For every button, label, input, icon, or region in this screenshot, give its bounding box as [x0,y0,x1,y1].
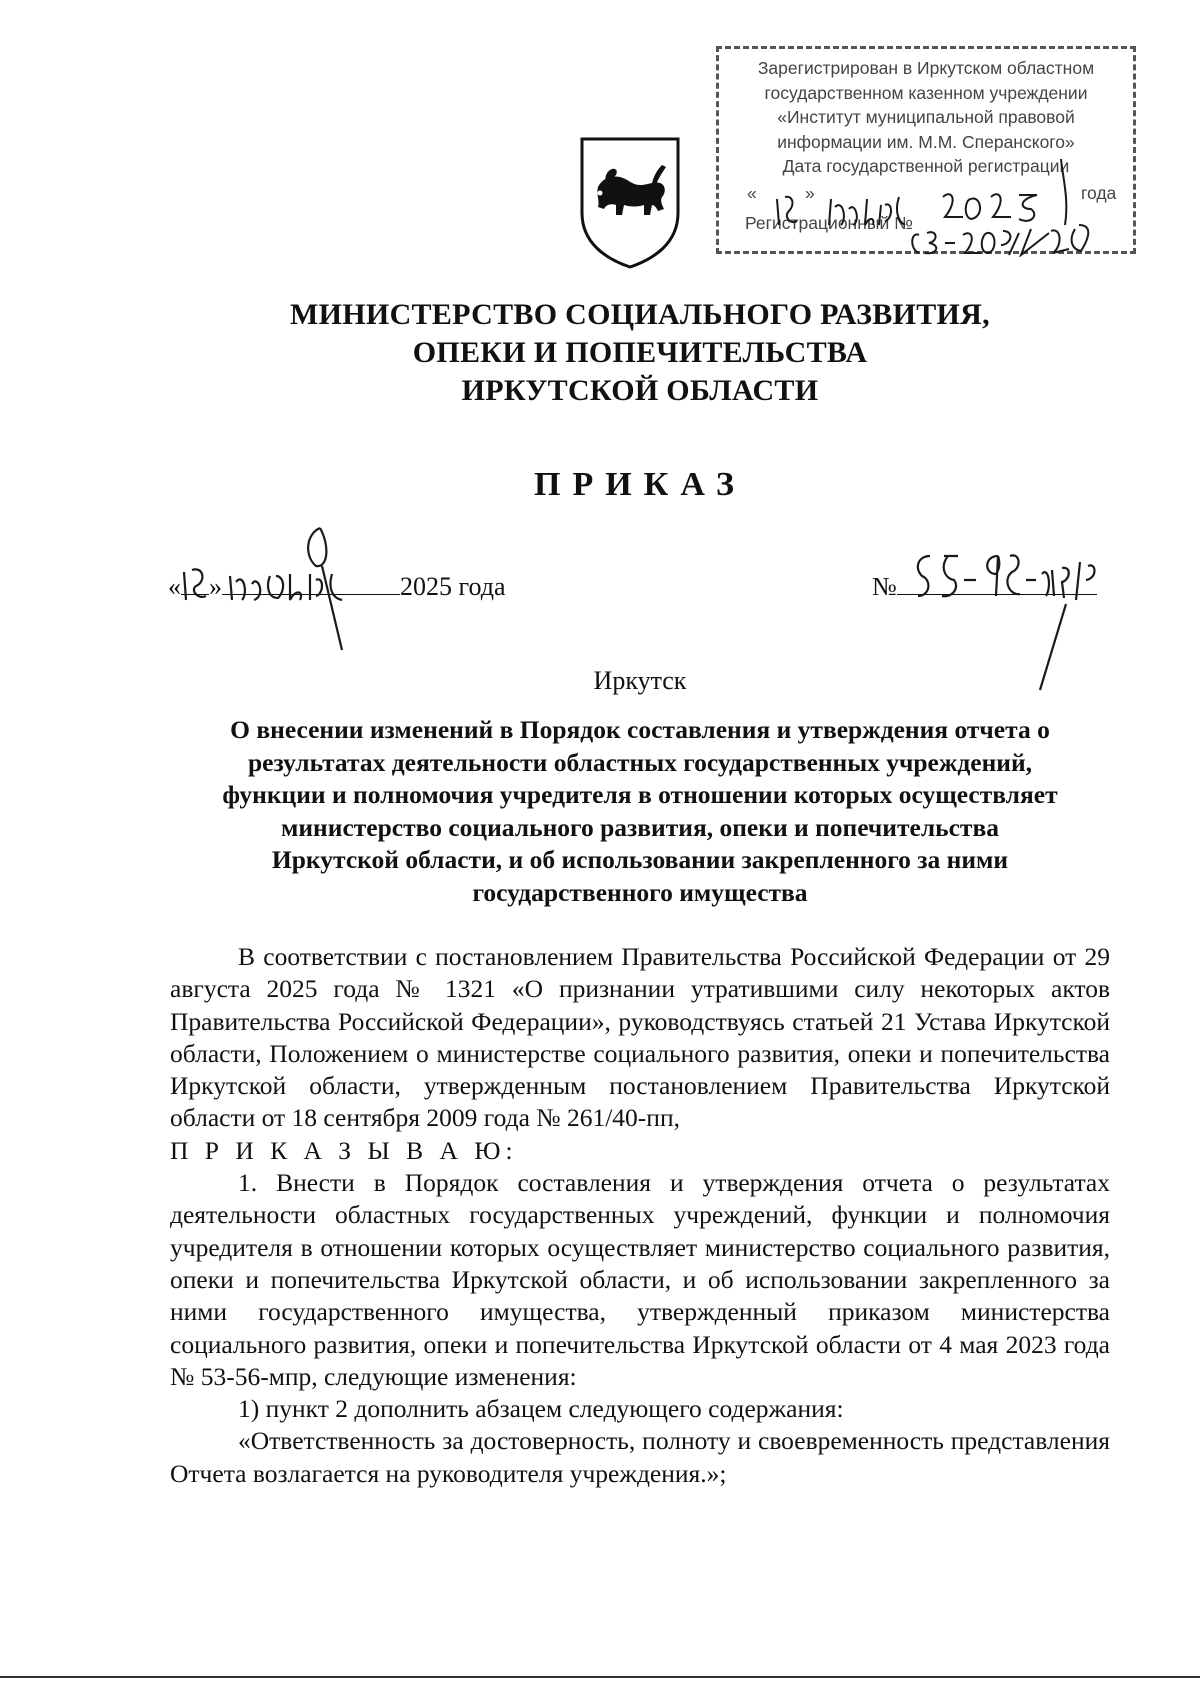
title-line: министерство социального развития, опеки и попечительства [281,812,999,842]
stamp-line-2: государственном казенном учреждении [764,82,1088,103]
preamble-paragraph: В соответствии с постановлением Правительства Российской Федерации от 29 августа 2025 года № 1321 «О признании утратившими силу некоторых актов Правительства Российской Федерации», руководствуясь статьей 21 Устава Иркутской области, Положением о министерстве социального развития, опеки и попечительства Иркутской области, утвержденным постановлением Правительства Иркутской области от 18 сентября 2009 года № 261/40-пп, [170,942,1110,1133]
ministry-heading [160,296,1120,410]
city: Иркутск [593,666,687,695]
ministry-line-1: МИНИСТЕРСТВО СОЦИАЛЬНОГО РАЗВИТИЯ, [290,298,990,331]
order-directive: П Р И К А З Ы В А Ю: [170,1135,518,1165]
stamp-date-row [719,179,1133,209]
stamp-year-suffix: года [1081,182,1117,203]
document-title [168,714,1112,909]
registration-stamp [716,46,1136,254]
ministry-line-2: ОПЕКИ И ПОПЕЧИТЕЛЬСТВА [412,336,868,369]
stamp-line-3: «Институт муниципальной правовой [777,107,1075,127]
title-line: государственного имущества [472,877,808,907]
date-quote-open: « [168,572,181,601]
document-type-heading: ПРИКАЗ [534,466,746,503]
stamp-quote-open: « [747,182,757,203]
subitem-1-paragraph: 1) пункт 2 дополнить абзацем следующего содержания: [238,1394,844,1424]
item-1-paragraph: 1. Внести в Порядок составления и утверждения отчета о результатах деятельности областных государственных учреждений, функции и полномочия учредителя в отношении которых осуществляет министерство социального развития, опеки и попечительства Иркутской области, и об использовании закрепленного за ними государственного имущества, утвержденный приказом министерства социального развития, опеки и попечительства Иркутской области от 4 мая 2023 года № 53-56-мпр, следующие изменения: [170,1168,1110,1391]
page-bottom-rule [0,1676,1200,1678]
number-sign: № [872,572,897,601]
ministry-line-3: ИРКУТСКОЙ ОБЛАСТИ [461,374,819,407]
stamp-line-1: Зарегистрирован в Иркутском областном [757,58,1095,78]
date-quote-close: » [209,572,222,601]
stamp-quote-close: » [805,182,815,203]
title-line: результатах деятельности областных государственных учреждений, [247,747,1033,777]
stamp-line-4: информации им. М.М. Сперанского» [777,131,1075,152]
stamp-line-5: Дата государственной регистрации [782,156,1070,176]
date-year: 2025 года [400,572,506,601]
order-number [872,570,1097,602]
stamp-reg-label: Регистрационный № [745,212,913,233]
title-line: Иркутской области, и об использовании закрепленного за ними [271,845,1009,874]
title-line: О внесении изменений в Порядок составления и утверждения отчета о [230,715,1050,744]
title-line: функции и полномочия учредителя в отношении которых осуществляет [222,780,1058,809]
coat-of-arms-icon [576,135,684,270]
document-body [170,941,1110,1490]
date-month-field [222,570,400,595]
number-field [897,570,1097,595]
order-date [168,570,506,602]
quoted-paragraph: «Ответственность за достоверность, полноту и своевременность представления Отчета возлагается на руководителя учреждения.»; [170,1426,1110,1488]
stamp-reg-row [719,209,1133,239]
date-day-field [181,570,209,595]
